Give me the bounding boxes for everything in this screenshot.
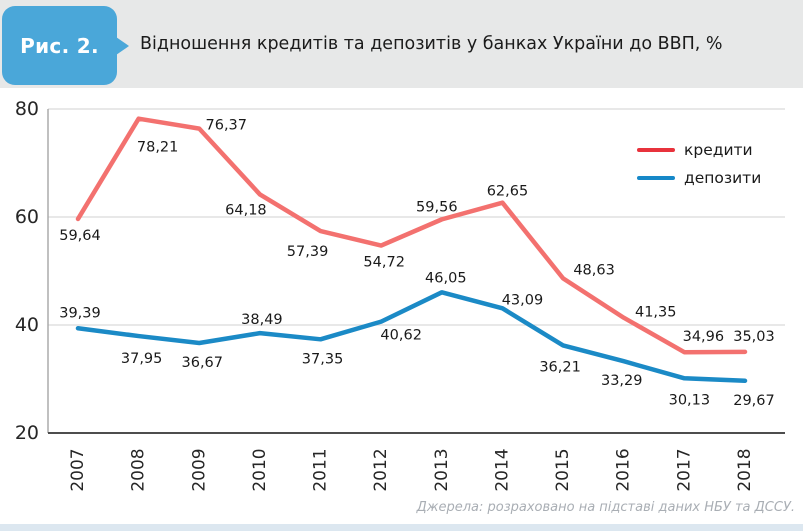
депозити-value-label-2009: 36,67 [181,354,224,371]
x-tick-label-2014: 2014 [492,448,513,492]
figure-number-label: Рис. 2. [20,33,99,58]
депозити-value-label-2017: 30,13 [668,392,711,409]
deposit-line-swatch-icon [637,176,675,180]
депозити-value-label-2011: 37,35 [301,351,344,368]
кредити-value-label-2010: 64,18 [225,202,267,219]
кредити-value-label-2012: 54,72 [363,254,405,271]
кредити-value-label-2014: 62,65 [486,183,529,200]
депозити-value-label-2007: 39,39 [59,305,101,322]
кредити-value-label-2007: 59,64 [59,227,101,244]
x-tick-label-2018: 2018 [735,448,755,492]
депозити-value-label-2018: 29,67 [733,392,775,409]
депозити-value-label-2015: 36,21 [539,359,581,376]
y-tick-label-80: 80 [14,98,39,120]
figure-number-badge [2,6,117,85]
депозити-value-label-2016: 33,29 [600,373,643,390]
депозити-value-label-2010: 38,49 [241,312,283,329]
figure-header [0,0,803,88]
x-tick-label-2012: 2012 [371,448,392,492]
кредити-value-label-2017: 34,96 [682,329,725,346]
x-tick-label-2016: 2016 [613,448,634,492]
chart-legend [637,141,761,197]
кредити-value-label-2015: 48,63 [573,262,615,279]
y-tick-label-20: 20 [14,422,39,444]
source-note: Джерела: розраховано на підставі даних НБУ та ДССУ. [416,500,795,515]
x-tick-label-2009: 2009 [189,448,210,492]
кредити-value-label-2011: 57,39 [286,244,329,261]
депозити-value-label-2013: 46,05 [425,270,467,287]
y-tick-label-60: 60 [14,206,39,228]
x-tick-label-2015: 2015 [553,448,574,492]
legend-item-deposits [637,169,761,187]
кредити-value-label-2016: 41,35 [634,304,677,321]
x-tick-label-2017: 2017 [674,448,695,492]
x-tick-label-2013: 2013 [431,448,452,492]
депозити-value-label-2012: 40,62 [380,327,422,344]
legend-label-credits: кредити [684,141,753,159]
x-tick-label-2011: 2011 [310,448,331,492]
кредити-value-label-2013: 59,56 [416,199,458,216]
bottom-strip [0,524,803,531]
x-tick-label-2010: 2010 [249,448,270,492]
x-tick-label-2008: 2008 [128,448,149,492]
кредити-value-label-2008: 78,21 [136,139,179,156]
кредити-value-label-2009: 76,37 [205,117,248,134]
figure-title: Відношення кредитів та депозитів у банках України до ВВП, % [140,34,723,54]
депозити-value-label-2014: 43,09 [501,292,544,309]
legend-label-deposits: депозити [684,169,762,187]
legend-item-credits [637,141,761,159]
кредити-value-label-2018: 35,03 [733,328,775,345]
x-tick-label-2007: 2007 [68,448,88,492]
депозити-value-label-2008: 37,95 [120,351,163,368]
y-tick-label-40: 40 [14,314,39,336]
credit-line-swatch-icon [637,148,675,152]
